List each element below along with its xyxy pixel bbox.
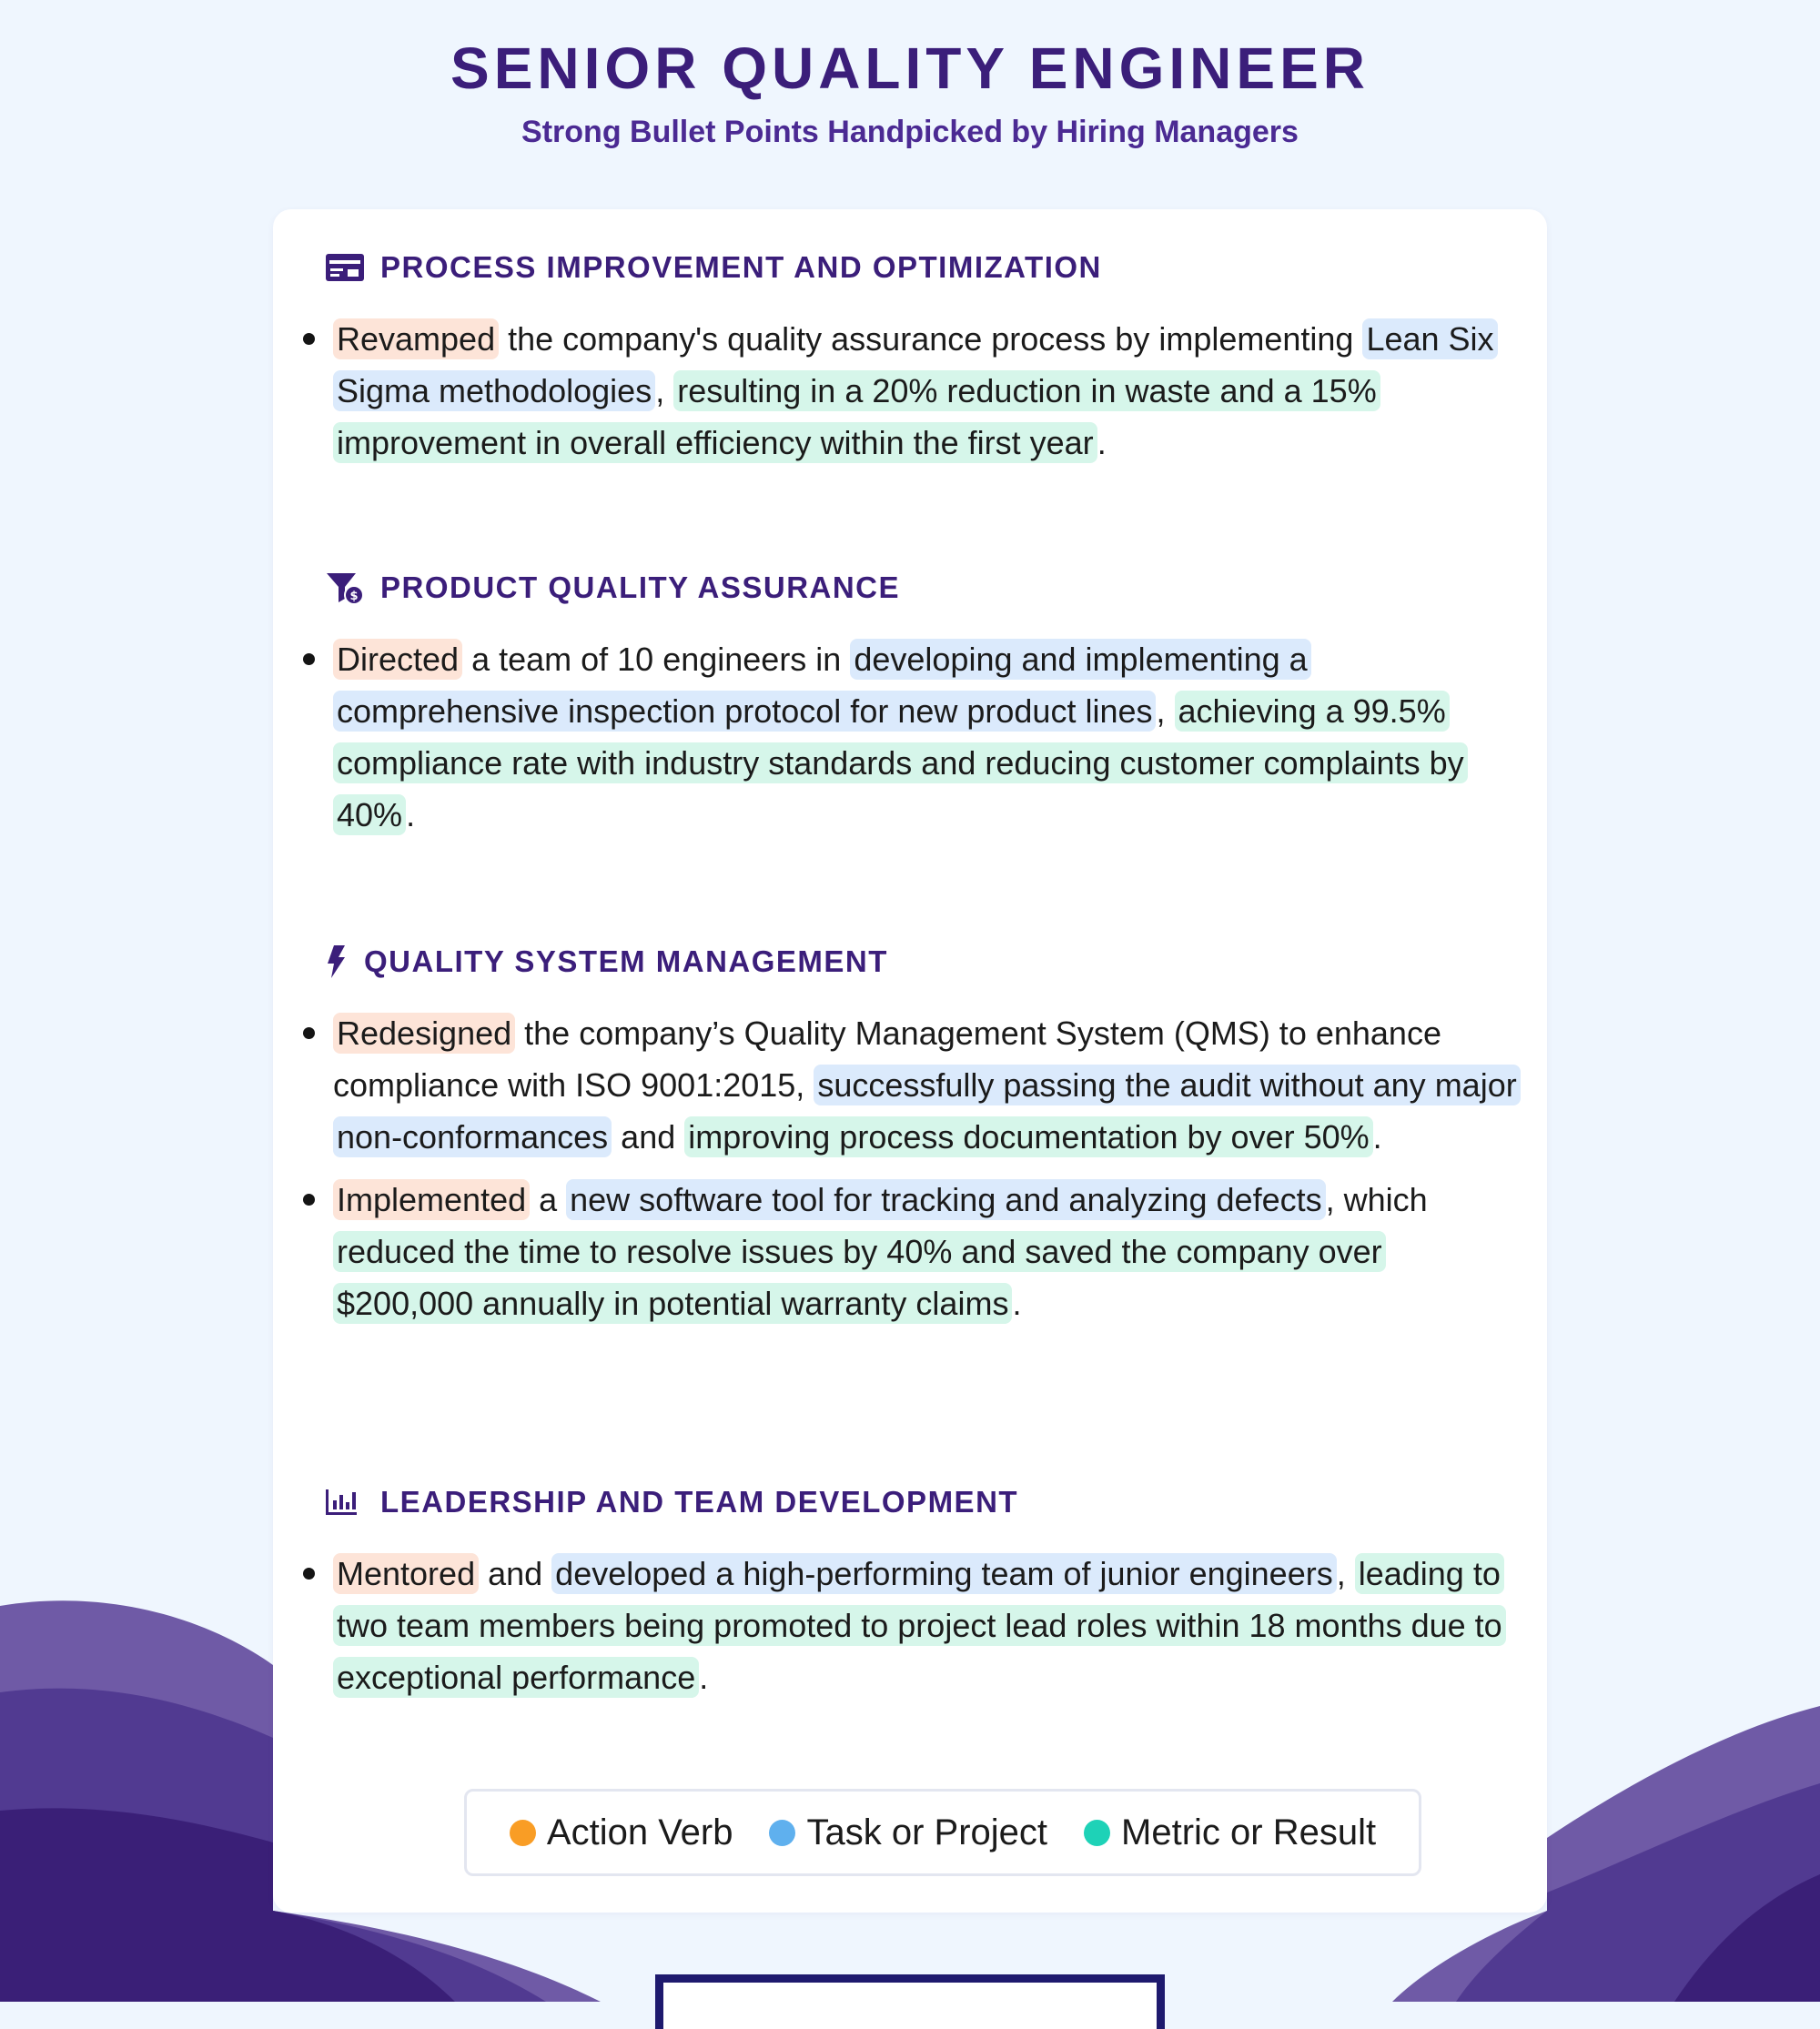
section-header xyxy=(326,568,1500,608)
metric-highlight: leading to two team members being promoted to project lead roles within 18 months due to exceptional performance xyxy=(333,1553,1506,1698)
bullet-list xyxy=(46,313,1523,469)
metric-highlight: reduced the time to resolve issues by 40% and saved the company over $200,000 annually in potential warranty claims xyxy=(333,1231,1386,1324)
task-highlight: Lean Six Sigma methodologies xyxy=(333,318,1498,411)
task-highlight: developed a high-performing team of junior engineers xyxy=(551,1553,1337,1594)
bullet-list xyxy=(46,1548,1523,1703)
bullet-text xyxy=(333,1013,1521,1157)
bullet-item xyxy=(46,1007,1523,1163)
highlight-legend xyxy=(464,1789,1421,1876)
page-title: SENIOR QUALITY ENGINEER xyxy=(450,35,1370,101)
bullet-text xyxy=(333,1553,1506,1698)
bullet-text xyxy=(333,639,1468,835)
section-title: QUALITY SYSTEM MANAGEMENT xyxy=(364,944,888,978)
section-header xyxy=(326,942,1500,982)
funnel-dollar-icon xyxy=(326,568,366,608)
plain-text: , which xyxy=(1325,1181,1428,1218)
bullet-item xyxy=(46,1548,1523,1703)
bullet-dot xyxy=(303,653,315,665)
bullet-item xyxy=(46,1174,1523,1329)
id-card-icon xyxy=(326,247,366,288)
task-highlight: new software tool for tracking and analyzing defects xyxy=(566,1179,1325,1220)
section-title: PRODUCT QUALITY ASSURANCE xyxy=(380,570,901,604)
bullet-points-card xyxy=(273,209,1547,1913)
plain-text: and xyxy=(479,1555,552,1592)
section-quality-system xyxy=(326,942,1517,1322)
page-subtitle: Strong Bullet Points Handpicked by Hiring Managers xyxy=(521,115,1299,149)
section-process-improvement xyxy=(326,247,1500,461)
plain-text: . xyxy=(1012,1285,1022,1322)
action-verb-highlight: Implemented xyxy=(333,1179,530,1220)
legend-item-task-project xyxy=(769,1812,1047,1853)
plain-text: , xyxy=(655,372,674,409)
section-header xyxy=(326,247,1500,288)
bullet-dot xyxy=(303,333,315,345)
plain-text: . xyxy=(699,1659,709,1696)
section-header xyxy=(326,1482,1500,1522)
plain-text: a xyxy=(530,1181,567,1218)
task-highlight: successfully passing the audit without any major non-conformances xyxy=(333,1065,1521,1157)
section-leadership xyxy=(326,1482,1502,1696)
plain-text: the company's quality assurance process by implementing xyxy=(499,320,1363,358)
plain-text: , xyxy=(1336,1555,1355,1592)
bar-chart-icon xyxy=(326,1482,366,1522)
page-header xyxy=(0,35,1820,150)
legend-label: Task or Project xyxy=(806,1812,1048,1852)
bullet-item xyxy=(46,633,1523,841)
action-verb-highlight: Mentored xyxy=(333,1553,479,1594)
section-title: PROCESS IMPROVEMENT AND OPTIMIZATION xyxy=(380,250,1102,284)
metric-highlight: resulting in a 20% reduction in waste and a 15% improvement in overall efficiency within the first year xyxy=(333,370,1380,463)
bullet-text xyxy=(333,318,1498,463)
legend-label: Action Verb xyxy=(546,1812,733,1852)
metric-highlight: improving process documentation by over 50% xyxy=(684,1116,1372,1157)
bullet-list xyxy=(46,1007,1523,1329)
legend-dot xyxy=(510,1820,536,1846)
plain-text: . xyxy=(1372,1118,1382,1156)
action-verb-highlight: Revamped xyxy=(333,318,499,359)
legend-dot xyxy=(1084,1820,1110,1846)
bullet-list xyxy=(46,633,1523,841)
legend-item-action-verb xyxy=(510,1812,733,1853)
plain-text: a team of 10 engineers in xyxy=(462,641,851,678)
section-title: LEADERSHIP AND TEAM DEVELOPMENT xyxy=(380,1485,1019,1519)
plain-text: . xyxy=(1097,424,1107,461)
lightning-icon xyxy=(326,942,351,982)
legend-label: Metric or Result xyxy=(1121,1812,1377,1852)
plain-text: , xyxy=(1156,692,1175,730)
bullet-item xyxy=(46,313,1523,469)
bullet-dot xyxy=(303,1027,315,1039)
section-product-quality xyxy=(326,568,1500,833)
action-verb-highlight: Redesigned xyxy=(333,1013,515,1054)
bottom-button-frame[interactable] xyxy=(655,1974,1165,2029)
legend-dot xyxy=(769,1820,795,1846)
action-verb-highlight: Directed xyxy=(333,639,462,680)
legend-item-metric-result xyxy=(1084,1812,1376,1853)
metric-highlight: achieving a 99.5% compliance rate with industry standards and reducing customer complaints by 40% xyxy=(333,691,1468,835)
bullet-text xyxy=(333,1179,1428,1324)
plain-text: the company’s Quality Management System (QMS) to enhance compliance with ISO 9001:2015, xyxy=(333,1014,1441,1104)
plain-text: and xyxy=(612,1118,685,1156)
svg-text:$: $ xyxy=(349,590,359,603)
bullet-dot xyxy=(303,1194,315,1206)
bullet-dot xyxy=(303,1568,315,1580)
plain-text: . xyxy=(406,796,416,833)
task-highlight: developing and implementing a comprehensive inspection protocol for new product lines xyxy=(333,639,1311,732)
